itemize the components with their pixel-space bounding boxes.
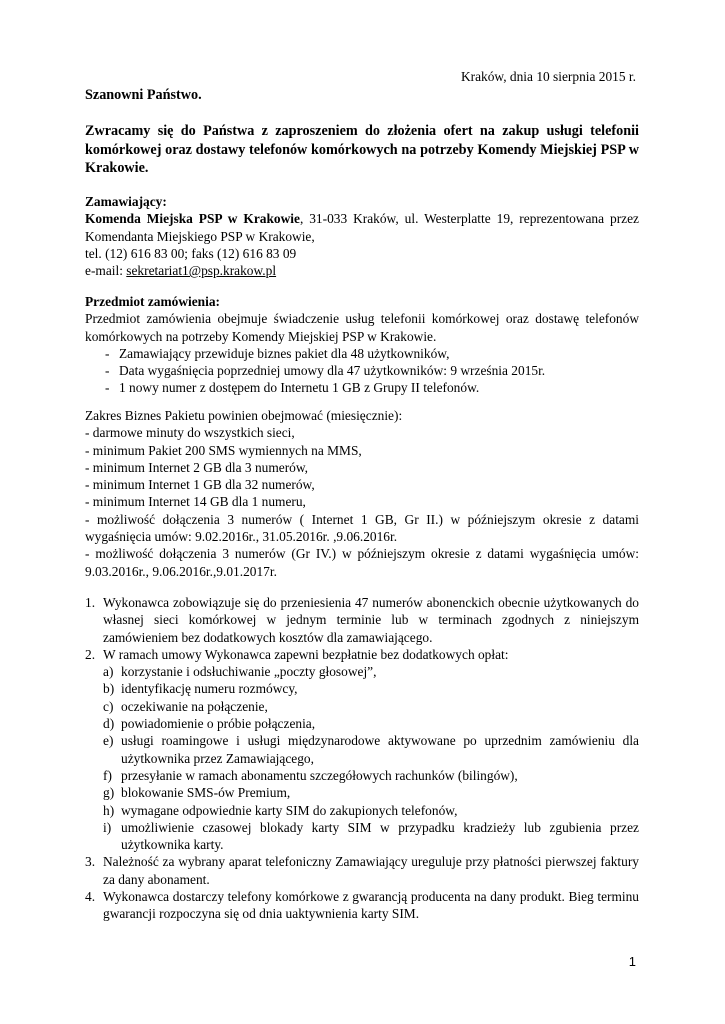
contracting-phone: tel. (12) 616 83 00; faks (12) 616 83 09 — [85, 245, 297, 261]
numbered-section — [85, 594, 639, 923]
order-subject-heading: Przedmiot zamówienia: — [85, 294, 220, 309]
list-item: - minimum Internet 2 GB dla 3 numerów, — [85, 459, 309, 475]
sub-list — [103, 663, 639, 853]
list-item: - możliwość dołączenia 3 numerów (Gr IV.) w późniejszym okresie z datami wygaśnięcia umów: 9.03.2016r., 9.06.2016r.,9.01.2017r. — [85, 546, 639, 579]
sub-item — [103, 732, 639, 767]
list-item: - minimum Internet 14 GB dla 1 numeru, — [85, 494, 306, 510]
list-item: - 1 nowy numer z dostępem do Internetu 1 GB z Grupy II telefonów. — [85, 379, 639, 396]
contracting-name: Komenda Miejska PSP w Krakowie — [85, 211, 300, 227]
list-item: - darmowe minuty do wszystkich sieci, — [85, 425, 295, 441]
contracting-heading: Zamawiający: — [85, 194, 167, 209]
numbered-list — [85, 594, 639, 923]
date-line: Kraków, dnia 10 sierpnia 2015 r. — [460, 69, 636, 84]
sub-item-letter: c) — [103, 698, 114, 714]
sub-item — [103, 680, 639, 697]
item-number: 2. — [85, 646, 96, 662]
item-number: 4. — [85, 889, 96, 905]
contracting-party — [85, 193, 639, 279]
sub-item-text: identyfikację numeru rozmówcy, — [121, 681, 298, 697]
contracting-address-text: , 31-033 Kraków, ul. Westerplatte 19, reprezentowana przez Komendanta Miejskiego PSP w Krakowie, — [85, 211, 639, 244]
sub-item — [103, 767, 639, 784]
sub-item-letter: d) — [103, 716, 115, 732]
item-text: Wykonawca zobowiązuje się do przeniesienia 47 numerów abonenckich obecnie użytkowanych do własnej sieci komórkowej w jednym terminie lub w terminach zgodnych z niniejszym zamówieniem bez dodatkowych kosztów dla zamawiającego. — [103, 595, 639, 645]
order-subject-section — [85, 293, 639, 397]
sub-item-text: wymagane odpowiednie karty SIM do zakupionych telefonów, — [121, 802, 458, 818]
sub-item — [103, 715, 639, 732]
item-text: W ramach umowy Wykonawca zapewni bezpłatnie bez dodatkowych opłat: — [103, 646, 509, 662]
email-label: e-mail: — [85, 263, 127, 279]
sub-item-letter: g) — [103, 785, 115, 801]
sub-item-letter: a) — [103, 664, 114, 680]
sub-item — [103, 784, 639, 801]
sub-item-letter: b) — [103, 681, 115, 697]
item-text: Należność za wybrany aparat telefoniczny Zamawiający ureguluje przy płatności pierwszej faktury za dany abonament. — [103, 854, 639, 887]
numbered-item — [85, 594, 639, 646]
sub-item-text: korzystanie i odsłuchiwanie „poczty głosowej”, — [121, 664, 377, 680]
list-item: - Zamawiający przewiduje biznes pakiet dla 48 użytkowników, — [85, 345, 639, 362]
list-item: - minimum Internet 1 GB dla 32 numerów, — [85, 477, 315, 493]
sub-item-letter: h) — [103, 802, 115, 818]
subject-heading: Zwracamy się do Państwa z zaproszeniem do złożenia ofert na zakup usługi telefonii komórkowej oraz dostawy telefonów komórkowych na potrzeby Komendy Miejskiej PSP w Krakowie. — [85, 123, 639, 176]
contracting-email — [85, 262, 639, 279]
package-section — [85, 407, 639, 580]
numbered-item — [85, 646, 639, 854]
order-subject-intro: Przedmiot zamówienia obejmuje świadczenie usług telefonii komórkowej oraz dostawę telefonów komórkowych na potrzeby Komendy Miejskiej PSP w Krakowie. — [85, 311, 639, 344]
sub-item-text: przesyłanie w ramach abonamentu szczegółowych rachunków (bilingów), — [121, 767, 518, 783]
sub-item — [103, 802, 639, 819]
list-item: - Data wygaśnięcia poprzedniej umowy dla 47 użytkowników: 9 września 2015r. — [85, 362, 639, 379]
sub-item — [103, 698, 639, 715]
numbered-item — [85, 888, 639, 923]
sub-item-text: usługi roamingowe i usługi międzynarodowe aktywowane po uprzednim zamówieniu dla użytkownika przez Zamawiającego, — [121, 733, 639, 766]
sub-item-text: powiadomienie o próbie połączenia, — [121, 716, 316, 732]
list-item: - możliwość dołączenia 3 numerów ( Internet 1 GB, Gr II.) w późniejszym okresie z datami wygaśnięcia umów: 9.02.2016r., 31.05.2016r. ,9.06.2016r. — [85, 511, 639, 545]
email-link[interactable]: sekretariat1@psp.krakow.pl — [126, 263, 277, 279]
item-number: 3. — [85, 854, 96, 870]
sub-item-letter: e) — [103, 733, 114, 749]
sub-item-text: umożliwienie czasowej blokady karty SIM w przypadku kradzieży lub zgubienia przez użytkownika karty. — [121, 819, 639, 853]
sub-item-text: blokowanie SMS-ów Premium, — [121, 785, 291, 801]
greeting: Szanowni Państwo. — [85, 87, 202, 103]
page-number: 1 — [628, 954, 636, 969]
numbered-item — [85, 853, 639, 888]
contracting-address — [85, 210, 639, 245]
sub-item-letter: f) — [103, 767, 112, 783]
item-text: Wykonawca dostarczy telefony komórkowe z gwarancją producenta na dany produkt. Bieg terminu gwarancji rozpoczyna się od dnia uaktywnienia karty SIM. — [103, 889, 639, 922]
sub-item — [103, 819, 639, 854]
sub-item — [103, 663, 639, 680]
sub-item-letter: i) — [103, 819, 112, 835]
item-number: 1. — [85, 595, 96, 610]
order-bullet-list — [85, 345, 639, 397]
package-intro: Zakres Biznes Pakietu powinien obejmować (miesięcznie): — [85, 408, 403, 423]
sub-item-text: oczekiwanie na połączenie, — [121, 698, 268, 714]
list-item: - minimum Pakiet 200 SMS wymiennych na MMS, — [85, 442, 362, 458]
